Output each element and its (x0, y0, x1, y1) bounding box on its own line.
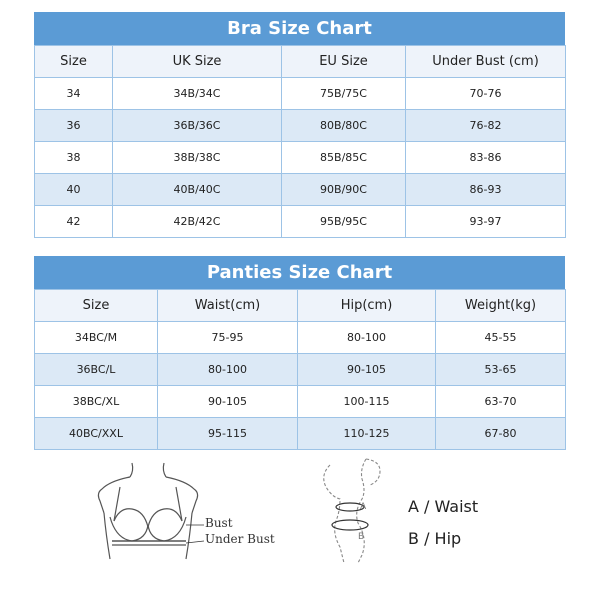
bra-chart-title: Bra Size Chart (34, 12, 565, 45)
panties-header-row (35, 290, 566, 322)
bra-size-cell: 38 (35, 142, 113, 174)
bra-eu-cell: 80B/80C (282, 110, 406, 142)
table-row (35, 110, 566, 142)
bra-eu-cell: 85B/85C (282, 142, 406, 174)
legend-waist: A / Waist (408, 497, 479, 516)
bra-under-bust-cell: 83-86 (406, 142, 566, 174)
bra-eu-cell: 90B/90C (282, 174, 406, 206)
panties-header-waist: Waist(cm) (158, 290, 298, 322)
table-row (35, 386, 566, 418)
panties-size-cell: 40BC/XXL (35, 418, 158, 450)
bra-uk-cell: 40B/40C (113, 174, 282, 206)
panties-hip-cell: 110-125 (298, 418, 436, 450)
table-row (35, 354, 566, 386)
panties-waist-cell: 95-115 (158, 418, 298, 450)
panties-hip-cell: 80-100 (298, 322, 436, 354)
panties-chart-title: Panties Size Chart (34, 256, 565, 289)
panties-header-hip: Hip(cm) (298, 290, 436, 322)
table-row (35, 142, 566, 174)
under-bust-label: Under Bust (205, 532, 275, 546)
table-row (35, 78, 566, 110)
bra-under-bust-cell: 70-76 (406, 78, 566, 110)
table-row (35, 174, 566, 206)
waist-hip-illustration (310, 455, 400, 565)
panties-hip-cell: 100-115 (298, 386, 436, 418)
panties-waist-cell: 75-95 (158, 322, 298, 354)
bra-uk-cell: 38B/38C (113, 142, 282, 174)
panties-weight-cell: 63-70 (436, 386, 566, 418)
panties-hip-cell: 90-105 (298, 354, 436, 386)
panties-waist-cell: 90-105 (158, 386, 298, 418)
table-row (35, 206, 566, 238)
bra-eu-cell: 95B/95C (282, 206, 406, 238)
bra-uk-cell: 42B/42C (113, 206, 282, 238)
bra-eu-cell: 75B/75C (282, 78, 406, 110)
bra-header-row (35, 46, 566, 78)
panties-size-chart (34, 256, 565, 450)
bra-size-cell: 42 (35, 206, 113, 238)
legend-hip: B / Hip (408, 529, 462, 548)
bra-uk-cell: 36B/36C (113, 110, 282, 142)
bra-uk-cell: 34B/34C (113, 78, 282, 110)
marker-b: B (358, 532, 365, 542)
bra-size-table (34, 45, 566, 238)
table-row (35, 322, 566, 354)
bra-size-cell: 36 (35, 110, 113, 142)
bust-label: Bust (205, 516, 233, 530)
panties-size-table (34, 289, 566, 450)
panties-header-weight: Weight(kg) (436, 290, 566, 322)
panties-waist-cell: 80-100 (158, 354, 298, 386)
bra-header-size: Size (35, 46, 113, 78)
bra-under-bust-cell: 86-93 (406, 174, 566, 206)
panties-weight-cell: 53-65 (436, 354, 566, 386)
panties-weight-cell: 45-55 (436, 322, 566, 354)
bra-header-eu-size: EU Size (282, 46, 406, 78)
panties-size-cell: 38BC/XL (35, 386, 158, 418)
panties-header-size: Size (35, 290, 158, 322)
panties-size-cell: 34BC/M (35, 322, 158, 354)
panties-weight-cell: 67-80 (436, 418, 566, 450)
torso-bust-illustration (90, 455, 210, 565)
bra-under-bust-cell: 93-97 (406, 206, 566, 238)
bra-under-bust-cell: 76-82 (406, 110, 566, 142)
panties-size-cell: 36BC/L (35, 354, 158, 386)
bra-header-uk-size: UK Size (113, 46, 282, 78)
marker-a: A (360, 502, 367, 512)
bra-size-cell: 34 (35, 78, 113, 110)
table-row (35, 418, 566, 450)
bra-size-cell: 40 (35, 174, 113, 206)
measurement-figures (0, 455, 600, 600)
bra-header-under-bust: Under Bust (cm) (406, 46, 566, 78)
bra-size-chart (34, 12, 565, 238)
